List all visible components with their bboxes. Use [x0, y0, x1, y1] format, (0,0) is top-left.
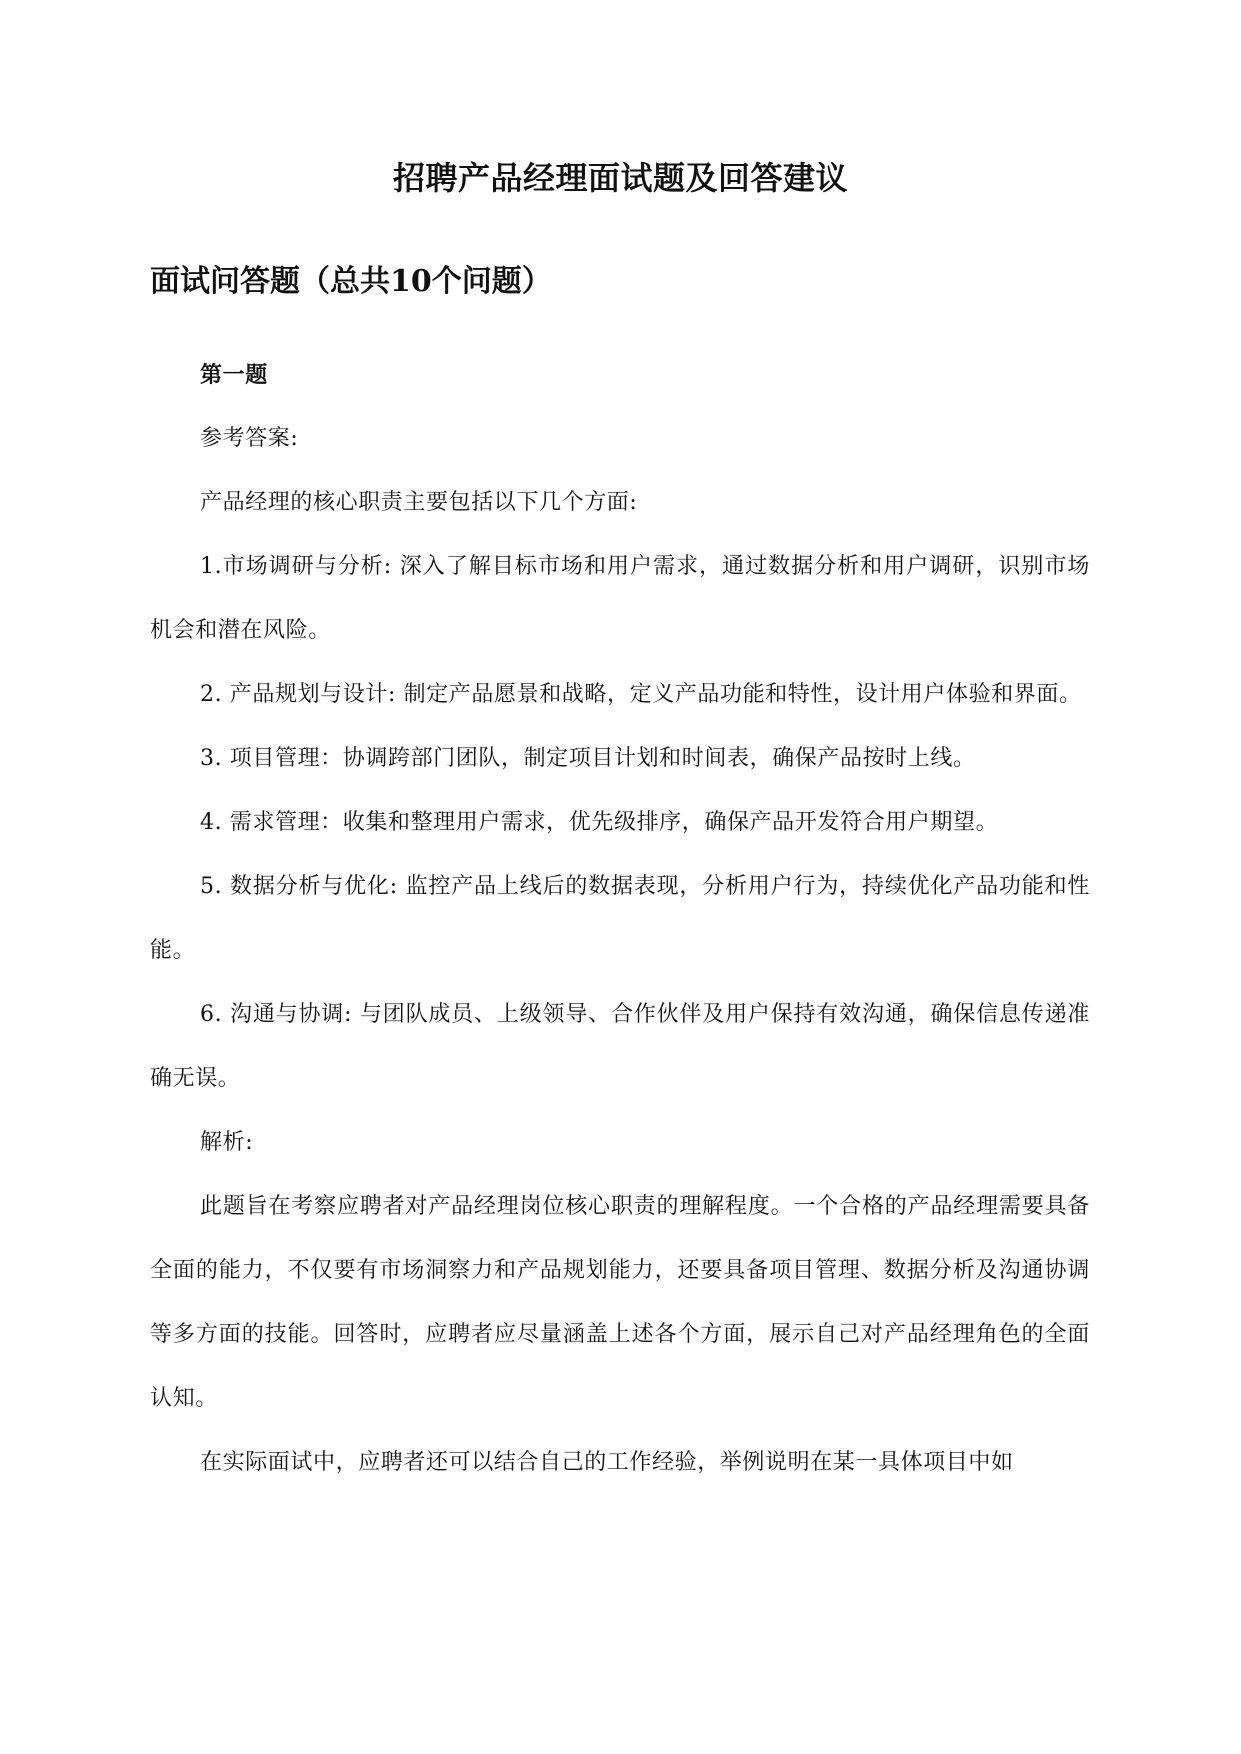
question-label: 第一题 — [200, 362, 268, 388]
analysis-paragraph: 在实际面试中，应聘者还可以结合自己的工作经验，举例说明在某一具体项目中如 — [200, 1450, 1014, 1475]
document-title: 招聘产品经理面试题及回答建议 — [392, 159, 848, 197]
answer-item: 6. 沟通与协调: 与团队成员、上级领导、合作伙伴及用户保持有效沟通，确保信息传递准确无误。 — [150, 1002, 1090, 1091]
answer-item: 3. 项目管理：协调跨部门团队，制定项目计划和时间表，确保产品按时上线。 — [200, 746, 976, 771]
analysis-label: 解析: — [200, 1130, 254, 1155]
answer-item: 2. 产品规划与设计: 制定产品愿景和战略，定义产品功能和特性，设计用户体验和界面。 — [200, 682, 1082, 707]
document-body — [150, 343, 1090, 1495]
analysis-paragraph: 此题旨在考察应聘者对产品经理岗位核心职责的理解程度。一个合格的产品经理需要具备全面的能力，不仅要有市场洞察力和产品规划能力，还要具备项目管理、数据分析及沟通协调等多方面的技能。回答时，应聘者应尽量涵盖上述各个方面，展示自己对产品经理角色的全面认知。 — [150, 1194, 1090, 1411]
answer-item: 5. 数据分析与优化: 监控产品上线后的数据表现，分析用户行为，持续优化产品功能和性能。 — [150, 874, 1090, 963]
answer-item: 1.市场调研与分析: 深入了解目标市场和用户需求，通过数据分析和用户调研，识别市场机会和潜在风险。 — [150, 554, 1090, 643]
section-heading: 面试问答题（总共10个问题） — [150, 264, 552, 299]
answer-item: 4. 需求管理：收集和整理用户需求，优先级排序，确保产品开发符合用户期望。 — [200, 810, 999, 835]
answer-label: 参考答案: — [200, 426, 299, 451]
answer-intro: 产品经理的核心职责主要包括以下几个方面: — [200, 490, 638, 515]
